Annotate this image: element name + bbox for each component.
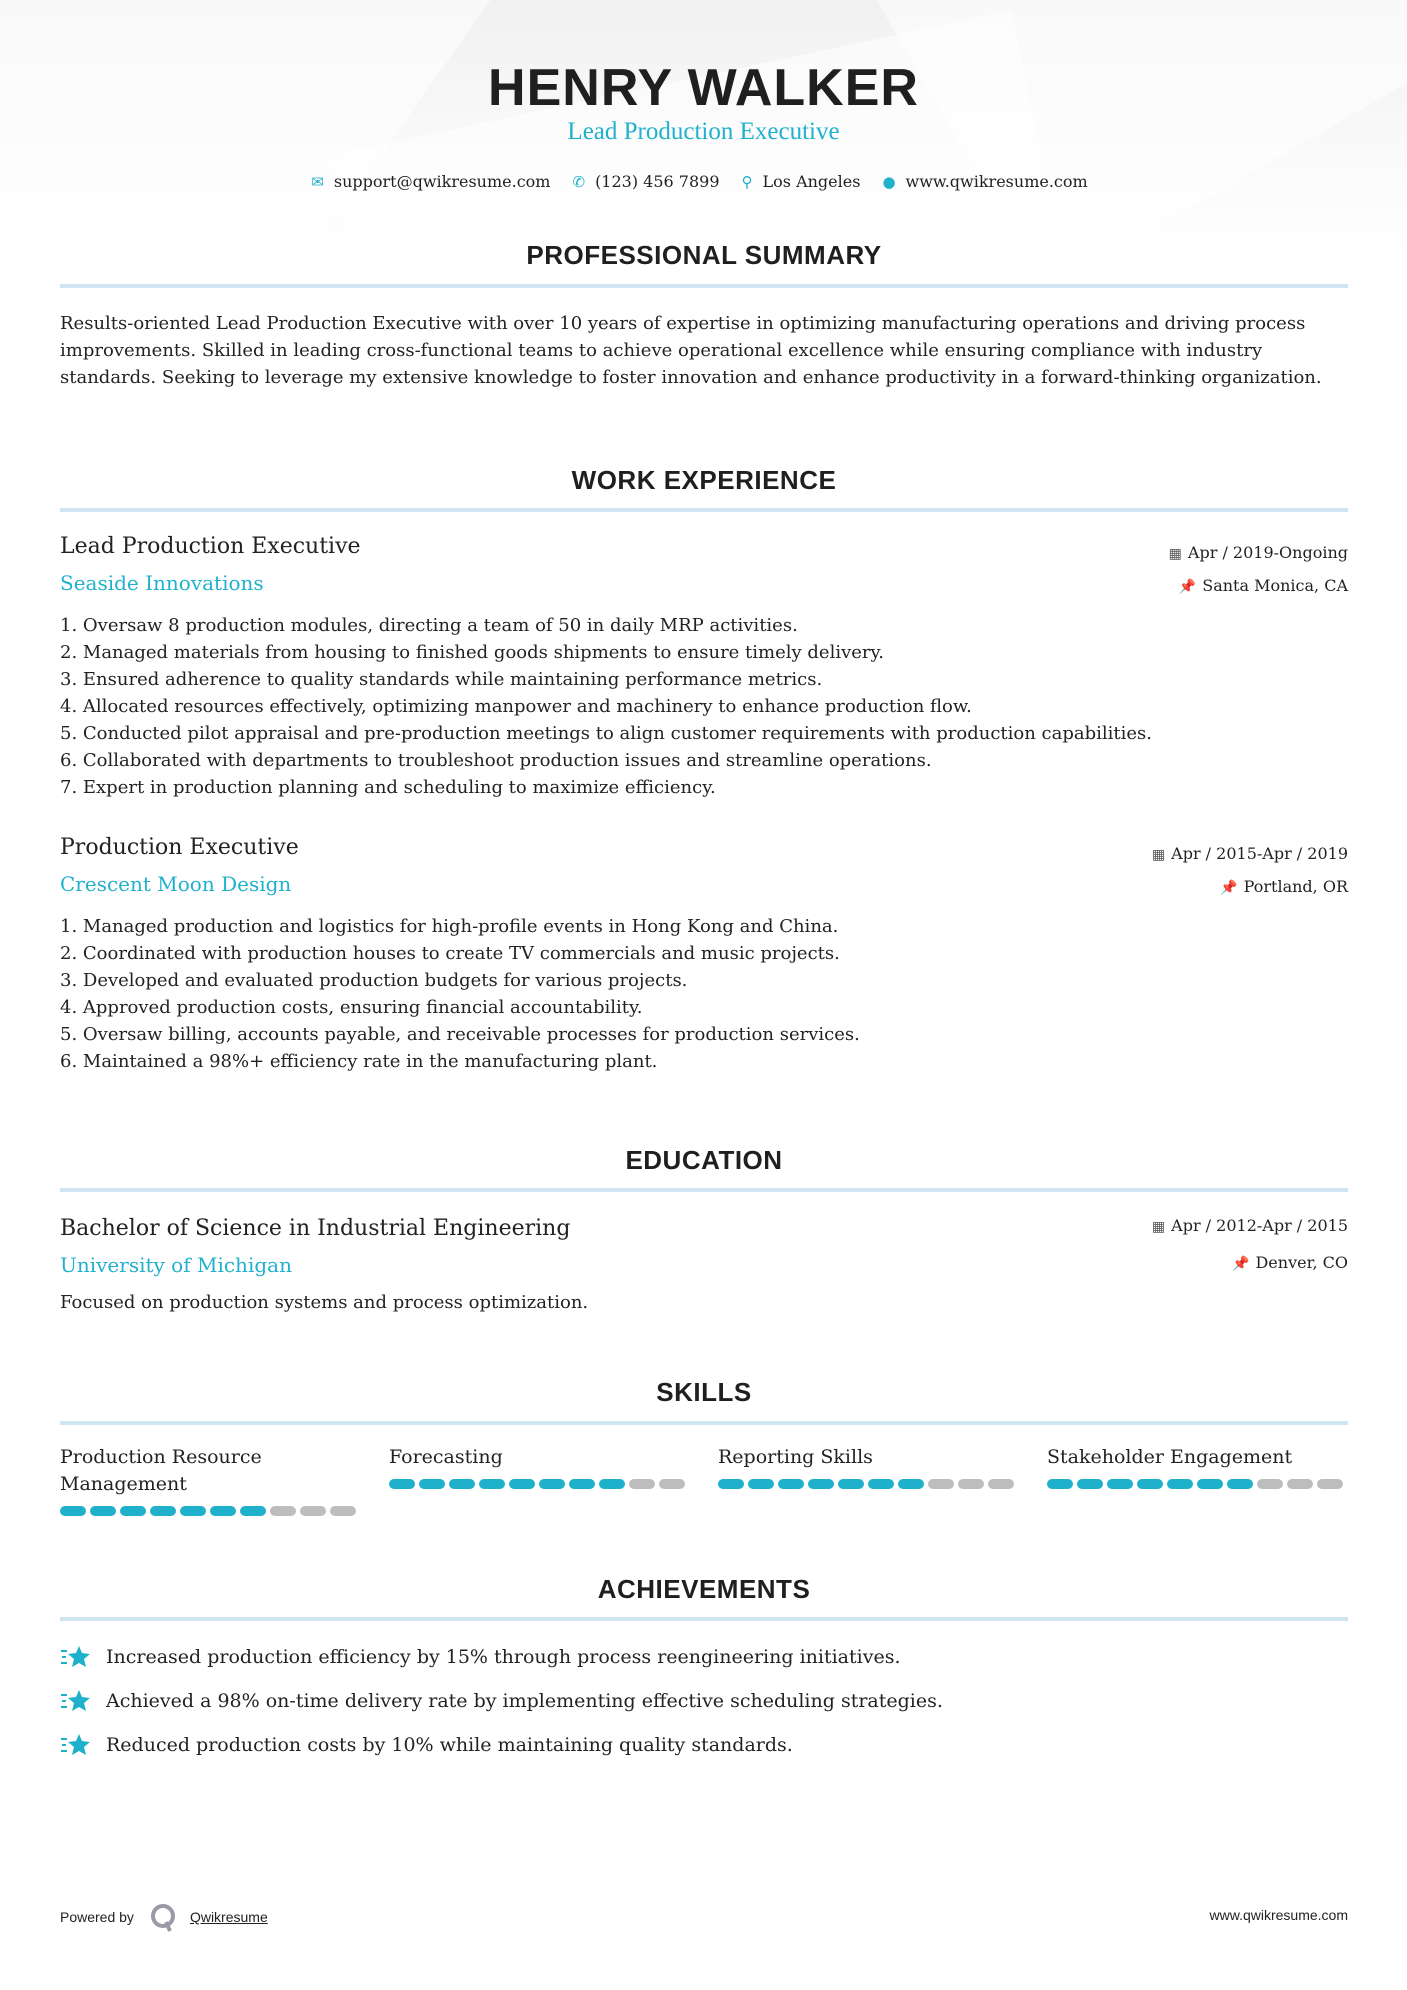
achievement-text: Reduced production costs by 10% while maintaining quality standards. <box>106 1734 793 1756</box>
skill-segment-empty <box>659 1479 685 1489</box>
skill-item <box>1047 1444 1347 1516</box>
list-item: 3. Developed and evaluated production budgets for various projects. <box>60 970 688 991</box>
skill-segment-empty <box>330 1506 356 1516</box>
list-item: 2. Coordinated with production houses to create TV commercials and music projects. <box>60 943 840 964</box>
skill-segment-filled <box>479 1479 505 1489</box>
list-item: 2. Managed materials from housing to finished goods shipments to ensure timely delivery. <box>60 642 885 663</box>
phone-icon: ✆ <box>572 173 586 191</box>
achievement-item <box>60 1731 793 1759</box>
job-bullets <box>60 913 1350 1075</box>
education-dates: ▦ Apr / 2012-Apr / 2015 <box>1151 1216 1348 1235</box>
skill-item <box>718 1444 1018 1516</box>
skill-segment-filled <box>389 1479 415 1489</box>
skill-segment-empty <box>1317 1479 1343 1489</box>
list-item: 6. Maintained a 98%+ efficiency rate in the manufacturing plant. <box>60 1051 658 1072</box>
skill-segment-filled <box>210 1506 236 1516</box>
skill-segment-filled <box>748 1479 774 1489</box>
skill-segment-filled <box>1167 1479 1193 1489</box>
skill-name: Stakeholder Engagement <box>1047 1446 1293 1468</box>
achievement-text: Achieved a 98% on-time delivery rate by implementing effective scheduling strategies. <box>106 1690 943 1712</box>
school-name: University of Michigan <box>60 1253 292 1277</box>
job-dates: ▦ Apr / 2015-Apr / 2019 <box>1151 844 1348 863</box>
job-location: 📌 Portland, OR <box>1220 877 1348 896</box>
list-item: 5. Conducted pilot appraisal and pre-production meetings to align customer requirements with production capabilities. <box>60 723 1153 744</box>
list-item: 3. Ensured adherence to quality standards while maintaining performance metrics. <box>60 669 823 690</box>
map-marker-icon: ⚲ <box>741 173 753 191</box>
skill-level-bar <box>718 1479 1018 1489</box>
job-company: Seaside Innovations <box>60 571 264 595</box>
skill-segment-empty <box>958 1479 984 1489</box>
section-divider <box>60 1188 1348 1192</box>
skill-segment-empty <box>270 1506 296 1516</box>
skill-name: Reporting Skills <box>718 1446 873 1468</box>
job-company: Crescent Moon Design <box>60 872 292 896</box>
skill-level-bar <box>1047 1479 1347 1489</box>
list-item: 4. Allocated resources effectively, optimizing manpower and machinery to enhance production flow. <box>60 696 972 717</box>
contact-location: ⚲ Los Angeles <box>741 172 861 191</box>
skill-level-bar <box>60 1506 360 1516</box>
job-location: 📌 Santa Monica, CA <box>1178 576 1348 595</box>
list-item: 4. Approved production costs, ensuring financial accountability. <box>60 997 643 1018</box>
section-divider <box>60 284 1348 288</box>
pin-icon: 📌 <box>1178 579 1197 595</box>
skill-segment-filled <box>419 1479 445 1489</box>
skill-segment-filled <box>1137 1479 1163 1489</box>
achievement-item <box>60 1687 943 1715</box>
degree-title: Bachelor of Science in Industrial Engineering <box>60 1216 571 1241</box>
list-item: 6. Collaborated with departments to troubleshoot production issues and streamline operations. <box>60 750 932 771</box>
job-bullets <box>60 612 1350 801</box>
skill-item <box>389 1444 689 1516</box>
section-divider <box>60 508 1348 512</box>
achievement-item <box>60 1643 900 1671</box>
summary-text: Results-oriented Lead Production Executive with over 10 years of expertise in optimizing manufacturing operations and driving process improvements. Skilled in leading cross-functional teams to achieve operational excellence while ensuring compliance with industry standards. Seeking to leverage my extensive knowledge to foster innovation and enhance productivity in a forward-thinking organization. <box>60 313 1322 388</box>
calendar-icon: ▦ <box>1168 546 1182 562</box>
skill-segment-filled <box>898 1479 924 1489</box>
skill-segment-empty <box>300 1506 326 1516</box>
job-title: Lead Production Executive <box>60 534 361 559</box>
contact-phone[interactable]: ✆ (123) 456 7899 <box>572 172 720 191</box>
skill-segment-filled <box>509 1479 535 1489</box>
contact-website[interactable]: ● www.qwikresume.com <box>882 172 1088 191</box>
skill-segment-filled <box>180 1506 206 1516</box>
calendar-icon: ▦ <box>1151 1219 1166 1235</box>
skill-segment-empty <box>1257 1479 1283 1489</box>
section-divider <box>60 1617 1348 1621</box>
pin-icon: 📌 <box>1232 1256 1250 1272</box>
skill-name: Forecasting <box>389 1446 503 1468</box>
envelope-icon: ✉ <box>311 173 324 191</box>
pin-icon: 📌 <box>1220 880 1238 896</box>
footer-powered-by: Powered by Qwikresume <box>60 1902 268 1932</box>
qwikresume-link[interactable]: Qwikresume <box>189 1909 268 1925</box>
section-heading-experience: WORK EXPERIENCE <box>571 465 837 495</box>
contact-email[interactable]: ✉ support@qwikresume.com <box>311 172 551 191</box>
star-icon <box>60 1687 92 1715</box>
skill-segment-filled <box>449 1479 475 1489</box>
candidate-name: HENRY WALKER <box>488 59 919 117</box>
skill-segment-filled <box>60 1506 86 1516</box>
skill-segment-filled <box>150 1506 176 1516</box>
skill-name: Production Resource Management <box>60 1446 262 1495</box>
list-item: 5. Oversaw billing, accounts payable, and receivable processes for production services. <box>60 1024 860 1045</box>
star-icon <box>60 1731 92 1759</box>
job-title: Production Executive <box>60 835 299 860</box>
job-dates: ▦ Apr / 2019-Ongoing <box>1168 543 1348 562</box>
list-item: 1. Oversaw 8 production modules, directing a team of 50 in daily MRP activities. <box>60 615 798 636</box>
skill-segment-filled <box>808 1479 834 1489</box>
skill-level-bar <box>389 1479 689 1489</box>
achievement-text: Increased production efficiency by 15% through process reengineering initiatives. <box>106 1646 901 1668</box>
education-location: 📌 Denver, CO <box>1232 1253 1348 1272</box>
globe-icon: ● <box>882 173 896 191</box>
skill-segment-filled <box>1107 1479 1133 1489</box>
list-item: 1. Managed production and logistics for high-profile events in Hong Kong and China. <box>60 916 839 937</box>
contact-bar <box>0 172 1407 191</box>
section-heading-achievements: ACHIEVEMENTS <box>597 1574 811 1604</box>
qwikresume-logo-icon <box>148 1902 178 1932</box>
skill-segment-empty <box>1287 1479 1313 1489</box>
candidate-title: Lead Production Executive <box>567 118 840 145</box>
skill-segment-filled <box>1227 1479 1253 1489</box>
section-heading-education: EDUCATION <box>625 1145 783 1175</box>
calendar-icon: ▦ <box>1151 847 1166 863</box>
star-icon <box>60 1643 92 1671</box>
skill-segment-filled <box>1077 1479 1103 1489</box>
education-description: Focused on production systems and process optimization. <box>60 1292 589 1313</box>
skill-segment-empty <box>629 1479 655 1489</box>
footer-website[interactable]: www.qwikresume.com <box>1209 1907 1348 1923</box>
list-item: 7. Expert in production planning and scheduling to maximize efficiency. <box>60 777 716 798</box>
skill-segment-empty <box>988 1479 1014 1489</box>
section-heading-skills: SKILLS <box>656 1377 752 1407</box>
skill-segment-filled <box>599 1479 625 1489</box>
section-heading-summary: PROFESSIONAL SUMMARY <box>526 240 882 270</box>
skill-segment-filled <box>868 1479 894 1489</box>
section-divider <box>60 1421 1348 1425</box>
skills-grid <box>60 1444 1350 1516</box>
skill-segment-filled <box>539 1479 565 1489</box>
skill-segment-filled <box>778 1479 804 1489</box>
skill-segment-filled <box>569 1479 595 1489</box>
skill-segment-filled <box>1047 1479 1073 1489</box>
skill-segment-filled <box>1197 1479 1223 1489</box>
skill-segment-filled <box>838 1479 864 1489</box>
skill-segment-filled <box>718 1479 744 1489</box>
skill-item <box>60 1444 360 1516</box>
skill-segment-filled <box>90 1506 116 1516</box>
skill-segment-filled <box>120 1506 146 1516</box>
skill-segment-filled <box>240 1506 266 1516</box>
skill-segment-empty <box>928 1479 954 1489</box>
